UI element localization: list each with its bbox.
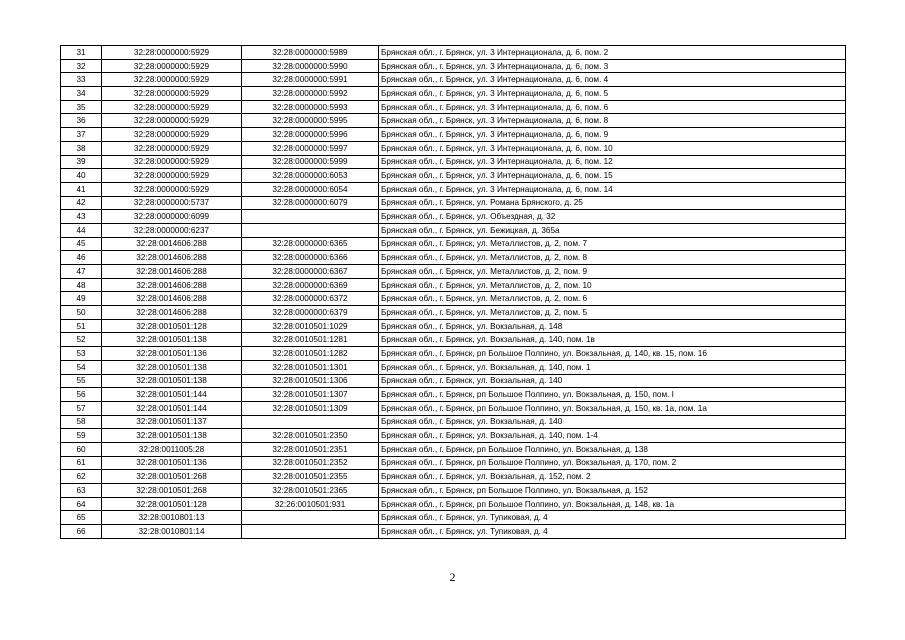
parent-cadastral-number-cell: 32:28:0010501:268 xyxy=(102,470,242,484)
cadastral-table xyxy=(60,45,846,539)
address-cell: Брянская обл., г. Брянск, рп Большое Полпино, ул. Вокзальная, д. 152 xyxy=(379,484,846,498)
parent-cadastral-number-cell: 32:28:0000000:5929 xyxy=(102,182,242,196)
cadastral-number-cell: 32:28:0000000:6054 xyxy=(242,182,379,196)
row-number-cell: 64 xyxy=(61,497,102,511)
cadastral-number-cell: 32:28:0010501:2365 xyxy=(242,484,379,498)
table-row xyxy=(61,73,846,87)
cadastral-number-cell: 32:28:0010501:1309 xyxy=(242,401,379,415)
cadastral-number-cell xyxy=(242,210,379,224)
parent-cadastral-number-cell: 32:28:0000000:5929 xyxy=(102,46,242,60)
address-cell: Брянская обл., г. Брянск, ул. Вокзальная, д. 140, пом. 1 xyxy=(379,360,846,374)
cadastral-number-cell: 32:28:0000000:6366 xyxy=(242,251,379,265)
row-number-cell: 59 xyxy=(61,429,102,443)
table-row xyxy=(61,292,846,306)
cadastral-number-cell: 32:28:0000000:5991 xyxy=(242,73,379,87)
table-row xyxy=(61,456,846,470)
table-row xyxy=(61,442,846,456)
table-row xyxy=(61,319,846,333)
parent-cadastral-number-cell: 32:28:0000000:5929 xyxy=(102,87,242,101)
address-cell: Брянская обл., г. Брянск, ул. Тупиковая, д. 4 xyxy=(379,511,846,525)
row-number-cell: 37 xyxy=(61,128,102,142)
address-cell: Брянская обл., г. Брянск, ул. Металлистов, д. 2, пом. 10 xyxy=(379,278,846,292)
table-row xyxy=(61,347,846,361)
cadastral-number-cell: 32:28:0000000:6053 xyxy=(242,169,379,183)
parent-cadastral-number-cell: 32:28:0014606:288 xyxy=(102,265,242,279)
table-row xyxy=(61,87,846,101)
row-number-cell: 58 xyxy=(61,415,102,429)
table-row xyxy=(61,59,846,73)
cadastral-number-cell: 32:28:0000000:6369 xyxy=(242,278,379,292)
table-row xyxy=(61,237,846,251)
row-number-cell: 35 xyxy=(61,100,102,114)
row-number-cell: 61 xyxy=(61,456,102,470)
parent-cadastral-number-cell: 32:28:0000000:5929 xyxy=(102,73,242,87)
row-number-cell: 39 xyxy=(61,155,102,169)
cadastral-number-cell: 32:28:0010501:1281 xyxy=(242,333,379,347)
cadastral-number-cell: 32:26:0010501:931 xyxy=(242,497,379,511)
row-number-cell: 42 xyxy=(61,196,102,210)
address-cell: Брянская обл., г. Брянск, рп Большое Полпино, ул. Вокзальная, д. 150, пом. I xyxy=(379,388,846,402)
parent-cadastral-number-cell: 32:28:0010501:138 xyxy=(102,360,242,374)
row-number-cell: 40 xyxy=(61,169,102,183)
parent-cadastral-number-cell: 32:28:0000000:5929 xyxy=(102,169,242,183)
address-cell: Брянская обл., г. Брянск, рп Большое Полпино, ул. Вокзальная, д. 138 xyxy=(379,442,846,456)
cadastral-number-cell: 32:28:0000000:6367 xyxy=(242,265,379,279)
table-row xyxy=(61,525,846,539)
parent-cadastral-number-cell: 32:28:0010501:128 xyxy=(102,497,242,511)
address-cell: Брянская обл., г. Брянск, рп Большое Полпино, ул. Вокзальная, д. 150, кв. 1а, пом. 1а xyxy=(379,401,846,415)
parent-cadastral-number-cell: 32:28:0000000:5929 xyxy=(102,141,242,155)
table-row xyxy=(61,182,846,196)
address-cell: Брянская обл., г. Брянск, ул. Романа Брянского, д. 25 xyxy=(379,196,846,210)
row-number-cell: 60 xyxy=(61,442,102,456)
address-cell: Брянская обл., г. Брянск, рп Большое Полпино, ул. Вокзальная, д. 148, кв. 1а xyxy=(379,497,846,511)
parent-cadastral-number-cell: 32:28:0010801:14 xyxy=(102,525,242,539)
parent-cadastral-number-cell: 32:28:0014606:288 xyxy=(102,292,242,306)
row-number-cell: 34 xyxy=(61,87,102,101)
cadastral-number-cell: 32:28:0010501:1301 xyxy=(242,360,379,374)
row-number-cell: 48 xyxy=(61,278,102,292)
table-row xyxy=(61,128,846,142)
table-row xyxy=(61,470,846,484)
table-row xyxy=(61,429,846,443)
cadastral-number-cell: 32:28:0000000:5996 xyxy=(242,128,379,142)
address-cell: Брянская обл., г. Брянск, ул. Вокзальная, д. 140 xyxy=(379,374,846,388)
row-number-cell: 38 xyxy=(61,141,102,155)
cadastral-number-cell: 32:28:0010501:2352 xyxy=(242,456,379,470)
address-cell: Брянская обл., г. Брянск, ул. Тупиковая, д. 4 xyxy=(379,525,846,539)
table-row xyxy=(61,46,846,60)
table-row xyxy=(61,415,846,429)
row-number-cell: 66 xyxy=(61,525,102,539)
table-row xyxy=(61,210,846,224)
table-row xyxy=(61,306,846,320)
table-row xyxy=(61,511,846,525)
address-cell: Брянская обл., г. Брянск, рп Большое Полпино, ул. Вокзальная, д. 170, пом. 2 xyxy=(379,456,846,470)
cadastral-number-cell: 32:28:0010501:1282 xyxy=(242,347,379,361)
row-number-cell: 45 xyxy=(61,237,102,251)
address-cell: Брянская обл., г. Брянск, ул. 3 Интернационала, д. 6, пом. 9 xyxy=(379,128,846,142)
row-number-cell: 54 xyxy=(61,360,102,374)
cadastral-number-cell: 32:28:0000000:5997 xyxy=(242,141,379,155)
table-row xyxy=(61,141,846,155)
parent-cadastral-number-cell: 32:28:0010501:136 xyxy=(102,347,242,361)
row-number-cell: 65 xyxy=(61,511,102,525)
parent-cadastral-number-cell: 32:28:0014606:288 xyxy=(102,306,242,320)
address-cell: Брянская обл., г. Брянск, ул. Металлистов, д. 2, пом. 5 xyxy=(379,306,846,320)
cadastral-number-cell: 32:28:0000000:5990 xyxy=(242,59,379,73)
cadastral-number-cell: 32:28:0010501:1306 xyxy=(242,374,379,388)
row-number-cell: 32 xyxy=(61,59,102,73)
cadastral-number-cell: 32:28:0010501:2351 xyxy=(242,442,379,456)
parent-cadastral-number-cell: 32:28:0000000:5929 xyxy=(102,100,242,114)
address-cell: Брянская обл., г. Брянск, ул. Металлистов, д. 2, пом. 8 xyxy=(379,251,846,265)
cadastral-number-cell: 32:28:0010501:2355 xyxy=(242,470,379,484)
table-body xyxy=(61,46,846,539)
address-cell: Брянская обл., г. Брянск, ул. Бежицкая, д. 365а xyxy=(379,223,846,237)
cadastral-number-cell: 32:28:0000000:6379 xyxy=(242,306,379,320)
row-number-cell: 62 xyxy=(61,470,102,484)
cadastral-number-cell: 32:28:0000000:5989 xyxy=(242,46,379,60)
table-row xyxy=(61,484,846,498)
cadastral-number-cell: 32:28:0010501:1029 xyxy=(242,319,379,333)
table-row xyxy=(61,114,846,128)
address-cell: Брянская обл., г. Брянск, ул. Вокзальная, д. 140, пом. 1в xyxy=(379,333,846,347)
row-number-cell: 56 xyxy=(61,388,102,402)
address-cell: Брянская обл., г. Брянск, ул. 3 Интернационала, д. 6, пом. 5 xyxy=(379,87,846,101)
parent-cadastral-number-cell: 32:28:0010501:268 xyxy=(102,484,242,498)
parent-cadastral-number-cell: 32:28:0010501:144 xyxy=(102,401,242,415)
row-number-cell: 51 xyxy=(61,319,102,333)
cadastral-number-cell xyxy=(242,223,379,237)
address-cell: Брянская обл., г. Брянск, рп Большое Полпино, ул. Вокзальная, д. 140, кв. 15, пом. 16 xyxy=(379,347,846,361)
cadastral-number-cell: 32:28:0000000:5993 xyxy=(242,100,379,114)
table-row xyxy=(61,333,846,347)
parent-cadastral-number-cell: 32:28:0014606:288 xyxy=(102,278,242,292)
table-row xyxy=(61,169,846,183)
row-number-cell: 49 xyxy=(61,292,102,306)
table-row xyxy=(61,155,846,169)
cadastral-number-cell: 32:28:0000000:5992 xyxy=(242,87,379,101)
address-cell: Брянская обл., г. Брянск, ул. Вокзальная, д. 140, пом. 1-4 xyxy=(379,429,846,443)
row-number-cell: 36 xyxy=(61,114,102,128)
address-cell: Брянская обл., г. Брянск, ул. Металлистов, д. 2, пом. 7 xyxy=(379,237,846,251)
row-number-cell: 57 xyxy=(61,401,102,415)
address-cell: Брянская обл., г. Брянск, ул. 3 Интернационала, д. 6, пом. 10 xyxy=(379,141,846,155)
row-number-cell: 47 xyxy=(61,265,102,279)
address-cell: Брянская обл., г. Брянск, ул. 3 Интернационала, д. 6, пом. 2 xyxy=(379,46,846,60)
table-row xyxy=(61,251,846,265)
parent-cadastral-number-cell: 32:28:0000000:5737 xyxy=(102,196,242,210)
row-number-cell: 33 xyxy=(61,73,102,87)
row-number-cell: 63 xyxy=(61,484,102,498)
cadastral-number-cell xyxy=(242,525,379,539)
parent-cadastral-number-cell: 32:28:0010501:144 xyxy=(102,388,242,402)
table-row xyxy=(61,360,846,374)
address-cell: Брянская обл., г. Брянск, ул. 3 Интернационала, д. 6, пом. 15 xyxy=(379,169,846,183)
row-number-cell: 50 xyxy=(61,306,102,320)
row-number-cell: 52 xyxy=(61,333,102,347)
address-cell: Брянская обл., г. Брянск, ул. Металлистов, д. 2, пом. 9 xyxy=(379,265,846,279)
address-cell: Брянская обл., г. Брянск, ул. 3 Интернационала, д. 6, пом. 4 xyxy=(379,73,846,87)
cadastral-number-cell: 32:28:0000000:6365 xyxy=(242,237,379,251)
parent-cadastral-number-cell: 32:28:0010801:13 xyxy=(102,511,242,525)
parent-cadastral-number-cell: 32:28:0010501:137 xyxy=(102,415,242,429)
address-cell: Брянская обл., г. Брянск, ул. 3 Интернационала, д. 6, пом. 14 xyxy=(379,182,846,196)
table-row xyxy=(61,497,846,511)
row-number-cell: 55 xyxy=(61,374,102,388)
cadastral-number-cell: 32:28:0000000:6079 xyxy=(242,196,379,210)
cadastral-number-cell xyxy=(242,415,379,429)
address-cell: Брянская обл., г. Брянск, ул. 3 Интернационала, д. 6, пом. 3 xyxy=(379,59,846,73)
parent-cadastral-number-cell: 32:28:0011005:28 xyxy=(102,442,242,456)
parent-cadastral-number-cell: 32:28:0010501:138 xyxy=(102,374,242,388)
cadastral-number-cell: 32:28:0000000:5999 xyxy=(242,155,379,169)
row-number-cell: 46 xyxy=(61,251,102,265)
table-row xyxy=(61,388,846,402)
cadastral-number-cell: 32:28:0000000:5995 xyxy=(242,114,379,128)
table-row xyxy=(61,278,846,292)
parent-cadastral-number-cell: 32:28:0010501:128 xyxy=(102,319,242,333)
address-cell: Брянская обл., г. Брянск, ул. 3 Интернационала, д. 6, пом. 8 xyxy=(379,114,846,128)
parent-cadastral-number-cell: 32:28:0000000:5929 xyxy=(102,155,242,169)
cadastral-number-cell: 32:28:0010501:2350 xyxy=(242,429,379,443)
address-cell: Брянская обл., г. Брянск, ул. 3 Интернационала, д. 6, пом. 12 xyxy=(379,155,846,169)
row-number-cell: 41 xyxy=(61,182,102,196)
cadastral-number-cell xyxy=(242,511,379,525)
parent-cadastral-number-cell: 32:28:0014606:288 xyxy=(102,251,242,265)
parent-cadastral-number-cell: 32:28:0000000:6099 xyxy=(102,210,242,224)
parent-cadastral-number-cell: 32:28:0000000:5929 xyxy=(102,114,242,128)
address-cell: Брянская обл., г. Брянск, ул. Вокзальная, д. 152, пом. 2 xyxy=(379,470,846,484)
table-row xyxy=(61,100,846,114)
table-row xyxy=(61,374,846,388)
cadastral-number-cell: 32:28:0010501:1307 xyxy=(242,388,379,402)
parent-cadastral-number-cell: 32:28:0000000:5929 xyxy=(102,59,242,73)
cadastral-number-cell: 32:28:0000000:6372 xyxy=(242,292,379,306)
address-cell: Брянская обл., г. Брянск, ул. Металлистов, д. 2, пом. 6 xyxy=(379,292,846,306)
address-cell: Брянская обл., г. Брянск, ул. Вокзальная, д. 140 xyxy=(379,415,846,429)
parent-cadastral-number-cell: 32:28:0000000:6237 xyxy=(102,223,242,237)
parent-cadastral-number-cell: 32:28:0000000:5929 xyxy=(102,128,242,142)
table-row xyxy=(61,401,846,415)
row-number-cell: 43 xyxy=(61,210,102,224)
parent-cadastral-number-cell: 32:28:0010501:138 xyxy=(102,429,242,443)
address-cell: Брянская обл., г. Брянск, ул. Вокзальная, д. 148 xyxy=(379,319,846,333)
table-row xyxy=(61,223,846,237)
row-number-cell: 53 xyxy=(61,347,102,361)
parent-cadastral-number-cell: 32:28:0010501:136 xyxy=(102,456,242,470)
row-number-cell: 31 xyxy=(61,46,102,60)
table-row xyxy=(61,196,846,210)
parent-cadastral-number-cell: 32:28:0010501:138 xyxy=(102,333,242,347)
address-cell: Брянская обл., г. Брянск, ул. Объездная, д. 32 xyxy=(379,210,846,224)
parent-cadastral-number-cell: 32:28:0014606:288 xyxy=(102,237,242,251)
address-cell: Брянская обл., г. Брянск, ул. 3 Интернационала, д. 6, пом. 6 xyxy=(379,100,846,114)
row-number-cell: 44 xyxy=(61,223,102,237)
table-row xyxy=(61,265,846,279)
page-number: 2 xyxy=(449,570,456,584)
